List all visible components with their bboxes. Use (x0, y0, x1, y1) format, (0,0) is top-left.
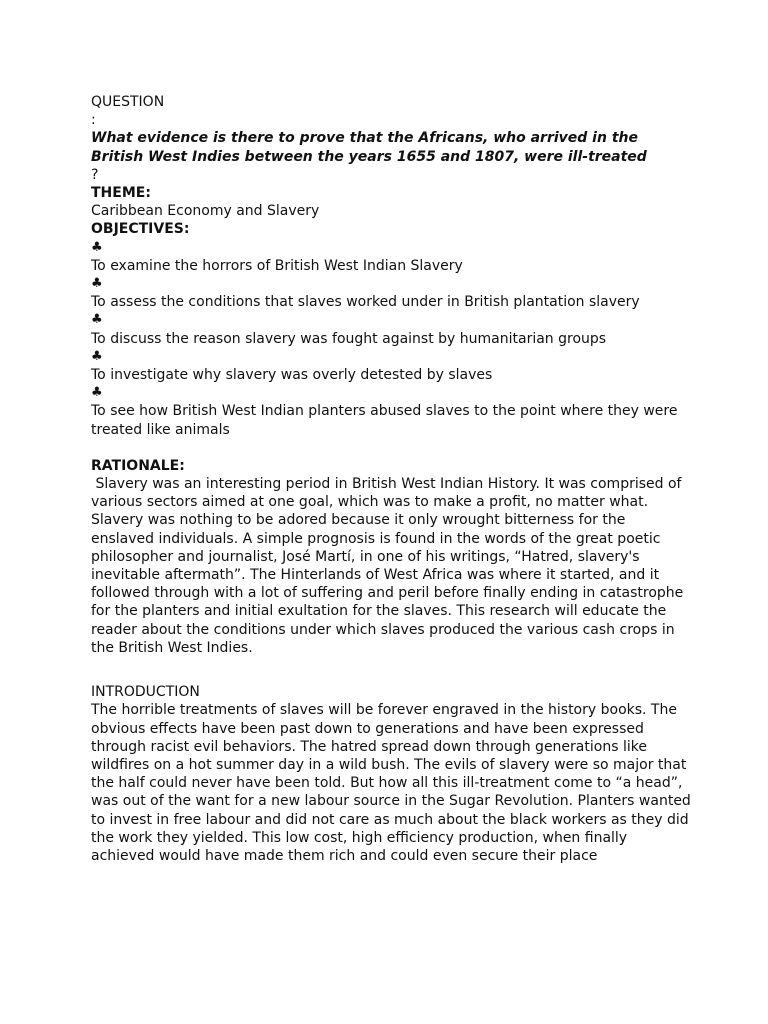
question-mark: ? (91, 166, 99, 183)
spacer (91, 657, 691, 683)
document-page (91, 93, 696, 865)
question-colon: : (91, 112, 96, 129)
objectives-heading: OBJECTIVES: (91, 221, 190, 238)
question-text: What evidence is there to prove that the Africans, who arrived in the British West Indies between the years 1655 and 1807, were ill-treated (91, 130, 647, 165)
spacer (91, 439, 691, 457)
club-bullet-icon: ♣ (91, 348, 103, 364)
objective-item: To see how British West Indian planters abused slaves to the point where they were treated like animals (91, 403, 682, 438)
objective-item: To investigate why slavery was overly detested by slaves (91, 367, 493, 384)
rationale-text: Slavery was an interesting period in British West Indian History. It was comprised of various sectors aimed at one goal, which was to make a profit, no matter what. Slavery was nothing to be adored because it only wrought bitterness for the enslaved individuals. A simple prognosis is found in the words of the great poetic philosopher and journalist, José Martí, in one of his writings, “Hatred, slavery's inevitable aftermath”. The Hinterlands of West Africa was where it started, and it followed through with a lot of suffering and peril before finally ending in catastrophe for the planters and initial exultation for the slaves. This research will educate the reader about the conditions under which slaves produced the various cash crops in the British West Indies. (91, 476, 688, 656)
club-bullet-icon: ♣ (91, 385, 103, 401)
introduction-text: The horrible treatments of slaves will be forever engraved in the history books. The obvious effects have been past down to generations and have been expressed through racist evil behaviors. The hatred spread down through generations like wildfires on a hot summer day in a wild bush. The evils of slavery were so major that the half could never have been told. But how all this ill-treatment come to “a head”, was out of the want for a new labour source in the Sugar Revolution. Planters wanted to invest in free labour and did not care as much about the black workers as they did the work they yielded. This low cost, high efficiency production, when finally achieved would have made them rich and could even secure their place (91, 702, 696, 864)
objectives-list (91, 239, 691, 439)
rationale-heading: RATIONALE: (91, 457, 185, 474)
club-bullet-icon: ♣ (91, 276, 103, 292)
objective-item: To assess the conditions that slaves worked under in British plantation slavery (91, 294, 640, 311)
theme-heading: THEME: (91, 185, 151, 202)
club-bullet-icon: ♣ (91, 239, 103, 255)
club-bullet-icon: ♣ (91, 312, 103, 328)
question-heading: QUESTION (91, 94, 165, 110)
introduction-heading: INTRODUCTION (91, 684, 200, 701)
objective-item: To examine the horrors of British West Indian Slavery (91, 257, 463, 274)
objective-item: To discuss the reason slavery was fought against by humanitarian groups (91, 330, 607, 347)
theme-text: Caribbean Economy and Slavery (91, 203, 320, 220)
